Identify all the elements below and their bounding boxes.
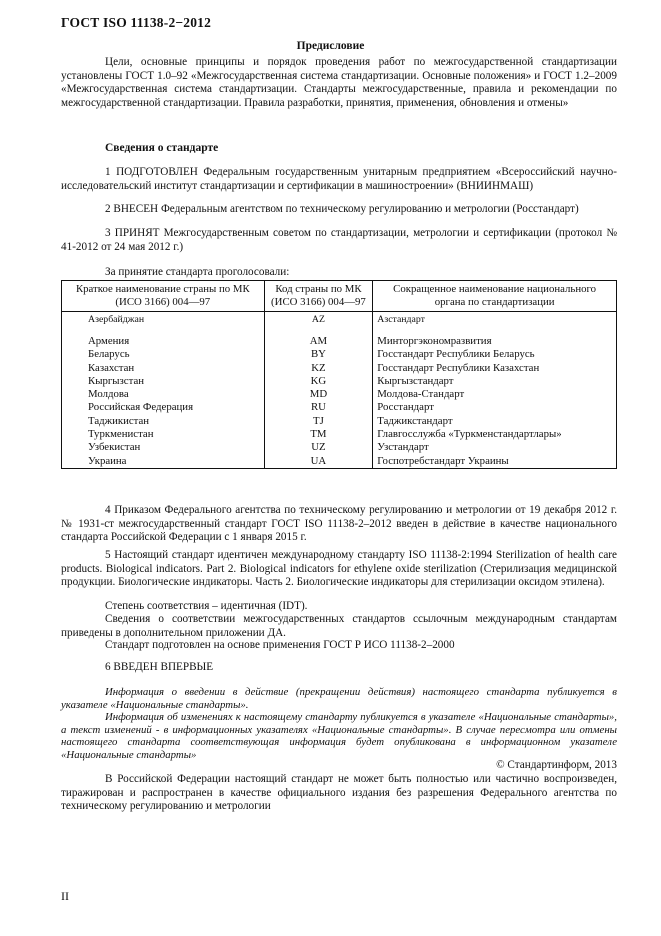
standards-body: Узстандарт bbox=[373, 441, 617, 454]
country-name: Туркменистан bbox=[62, 428, 265, 441]
table-row bbox=[62, 335, 617, 348]
country-name: Таджикистан bbox=[62, 415, 265, 428]
country-code: UA bbox=[264, 455, 373, 469]
standards-body: Таджикстандарт bbox=[373, 415, 617, 428]
standards-body: Главгосслужба «Туркменстандартлары» bbox=[373, 428, 617, 441]
standards-body: Минторгэкономразвития bbox=[373, 335, 617, 348]
table-row bbox=[62, 327, 617, 335]
table-row bbox=[62, 455, 617, 469]
item-6-paragraph: 6 ВВЕДЕН ВПЕРВЫЕ bbox=[105, 661, 214, 673]
intro-paragraph: Цели, основные принципы и порядок проведения работ по межгосударственной стандартизации установлены ГОСТ 1.0–92 «Межгосударственная система стандартизации. Основные положения» и ГОСТ 1.2–2009 «Межгосударственная система стандартизации. Стандарты межгосударственные, правила и рекомендации по межгосударственной стандартизации. Правила разработки, принятия, применения, обновления и отмены» bbox=[61, 56, 617, 109]
header-country-name: Краткое наименование страны по МК (ИСО 3166) 004—97 bbox=[62, 281, 265, 312]
country-code: KZ bbox=[264, 362, 373, 375]
table-header-row bbox=[62, 281, 617, 312]
country-name: Беларусь bbox=[62, 348, 265, 361]
country-name: Российская Федерация bbox=[62, 401, 265, 414]
country-code: AM bbox=[264, 335, 373, 348]
item-2-paragraph: 2 ВНЕСЕН Федеральным агентством по техническому регулированию и метрологии (Росстандарт) bbox=[105, 203, 579, 215]
table-row bbox=[62, 415, 617, 428]
country-code: BY bbox=[264, 348, 373, 361]
prepared-paragraph: Стандарт подготовлен на основе применения ГОСТ Р ИСО 11138-2–2000 bbox=[105, 639, 455, 651]
table-row bbox=[62, 401, 617, 414]
country-name: Кыргызстан bbox=[62, 375, 265, 388]
country-name: Казахстан bbox=[62, 362, 265, 375]
country-code: KG bbox=[264, 375, 373, 388]
standards-body: Росстандарт bbox=[373, 401, 617, 414]
country-name: Украина bbox=[62, 455, 265, 469]
table-row bbox=[62, 388, 617, 401]
standards-body: Госстандарт Республики Казахстан bbox=[373, 362, 617, 375]
page-title: Предисловие bbox=[296, 40, 365, 52]
country-code: RU bbox=[264, 401, 373, 414]
country-name: Молдова bbox=[62, 388, 265, 401]
standards-body: Госстандарт Республики Беларусь bbox=[373, 348, 617, 361]
standards-body: Кыргызстандарт bbox=[373, 375, 617, 388]
header-standards-body: Сокращенное наименование национального органа по стандартизации bbox=[373, 281, 617, 312]
item-4-paragraph: 4 Приказом Федерального агентства по техническому регулированию и метрологии от 19 декабря 2012 г. № 1931-ст межгосударственный стандарт ГОСТ ISO 11138-2–2012 введен в действие в качестве национального стандарта Российской Федерации с 1 января 2015 г. bbox=[61, 504, 617, 544]
country-name: Армения bbox=[62, 335, 265, 348]
country-code: UZ bbox=[264, 441, 373, 454]
table-row bbox=[62, 348, 617, 361]
table-row bbox=[62, 428, 617, 441]
page-number: II bbox=[61, 889, 69, 903]
references-paragraph: Сведения о соответствии межгосударственных стандартов ссылочным международным стандартам приведены в дополнительном приложении ДА. bbox=[61, 613, 617, 639]
item-1-paragraph: 1 ПОДГОТОВЛЕН Федеральным государственным унитарным предприятием «Всероссийский научно-исследовательский институт стандартизации и сертификации в машиностроении» (ВНИИНМАШ) bbox=[61, 166, 617, 192]
country-name: Азербайджан bbox=[62, 312, 265, 328]
final-paragraph: В Российской Федерации настоящий стандарт не может быть полностью или частично воспроизведен, тиражирован и распространен в качестве официального издания без разрешения Федерального агентства по техническому регулированию и метрологии bbox=[61, 773, 617, 813]
country-code: TJ bbox=[264, 415, 373, 428]
standards-body: Азстандарт bbox=[373, 312, 617, 328]
notice-introduction: Информация о введении в действие (прекращении действия) настоящего стандарта публикуется в указателе «Национальные стандарты». bbox=[61, 686, 617, 711]
standards-body: Молдова-Стандарт bbox=[373, 388, 617, 401]
country-code: AZ bbox=[264, 312, 373, 328]
country-name: Узбекистан bbox=[62, 441, 265, 454]
voting-table bbox=[61, 280, 617, 469]
document-header: ГОСТ ISO 11138-2−2012 bbox=[61, 15, 212, 30]
degree-paragraph: Степень соответствия – идентичная (IDT). bbox=[105, 600, 308, 612]
table-caption: За принятие стандарта проголосовали: bbox=[105, 266, 290, 278]
table-row bbox=[62, 375, 617, 388]
header-country-code: Код страны по МК (ИСО 3166) 004—97 bbox=[264, 281, 373, 312]
table-row bbox=[62, 362, 617, 375]
table-row bbox=[62, 312, 617, 328]
standards-body: Госпотребстандарт Украины bbox=[373, 455, 617, 469]
notice-changes: Информация об изменениях к настоящему стандарту публикуется в указателе «Национальные стандарты», а текст изменений - в информационных указателях «Национальные стандарты». В случае пересмотра или отмены настоящего стандарта соответствующая информация будет опубликована в информационном указателе «Национальные стандарты» bbox=[61, 711, 617, 761]
country-code: MD bbox=[264, 388, 373, 401]
item-5-paragraph: 5 Настоящий стандарт идентичен международному стандарту ISO 11138-2:1994 Sterilization of health care products. Biological indicators. Part 2. Biological indicators for ethylene oxide sterilization (Стерилизация медицинской продукции. Биологические индикаторы. Часть 2. Биологические индикаторы для стерилизации оксидом этилена). bbox=[61, 549, 617, 589]
info-section-title: Сведения о стандарте bbox=[105, 142, 219, 154]
item-3-paragraph: 3 ПРИНЯТ Межгосударственным советом по стандартизации, метрологии и сертификации (протокол № 41-2012 от 24 мая 2012 г.) bbox=[61, 227, 617, 253]
copyright-line: © Стандартинформ, 2013 bbox=[496, 759, 617, 771]
country-code: TM bbox=[264, 428, 373, 441]
table-row bbox=[62, 441, 617, 454]
